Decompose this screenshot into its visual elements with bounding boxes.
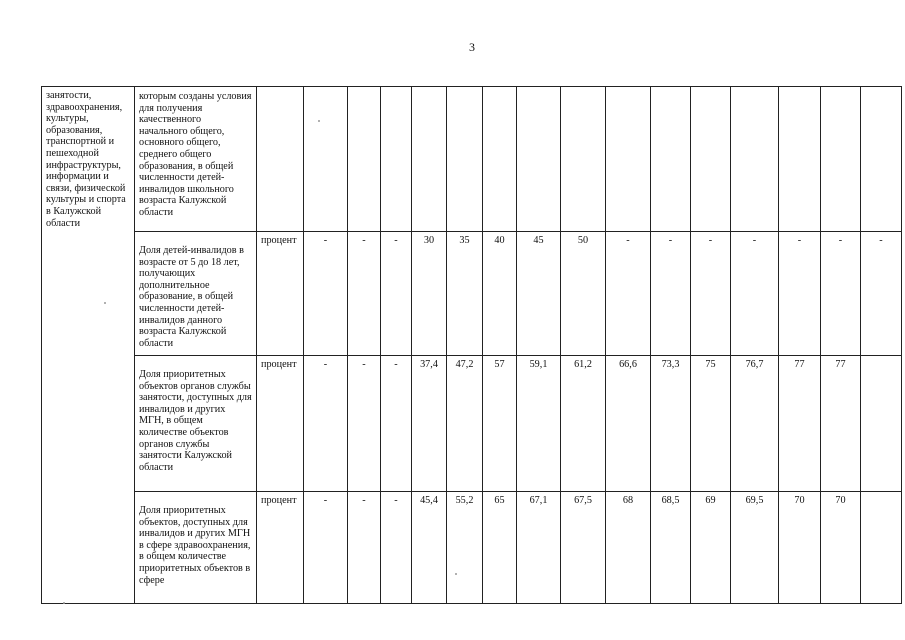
unit-cell: процент	[257, 492, 304, 604]
table-row	[42, 356, 902, 492]
value-cell: 76,7	[731, 356, 779, 492]
value-cell	[779, 87, 821, 232]
value-cell	[861, 356, 902, 492]
unit-cell	[257, 87, 304, 232]
value-cell: -	[821, 232, 861, 356]
value-cell: 61,2	[561, 356, 606, 492]
description-text: Доля приоритетных объектов органов службы занятости, доступных для инвалидов и других МГН, в общем количестве объектов органов службы занятости Калужской области	[139, 369, 252, 473]
value-cell: -	[304, 356, 348, 492]
value-cell	[861, 87, 902, 232]
sphere-cell	[42, 87, 135, 604]
value-cell: 45,4	[412, 492, 447, 604]
value-cell: -	[304, 232, 348, 356]
value-cell: 55,2	[447, 492, 483, 604]
value-cell: 73,3	[651, 356, 691, 492]
indicators-table	[41, 86, 902, 604]
description-text: которым созданы условия для получения качественного начального общего, основного общего, среднего общего образования, в общей численности детей-инвалидов школьного возраста Калужской области	[139, 91, 252, 218]
scan-speck	[318, 120, 320, 122]
description-text: Доля детей-инвалидов в возрасте от 5 до 18 лет, получающих дополнительное образование, в общей численности детей-инвалидов данного возраста Калужской области	[139, 245, 244, 349]
value-cell: 77	[821, 356, 861, 492]
value-cell: 68	[606, 492, 651, 604]
value-cell: 69	[691, 492, 731, 604]
value-cell: -	[348, 232, 381, 356]
value-cell	[651, 87, 691, 232]
value-cell	[483, 87, 517, 232]
sphere-text: занятости, здравоохранения, культуры, образования, транспортной и пешеходной инфраструктуры, информации и связи, физической культуры и спорта в Калужской области	[46, 90, 126, 229]
indicator-description	[135, 356, 257, 492]
table-row	[42, 492, 902, 604]
value-cell	[381, 87, 412, 232]
value-cell: 30	[412, 232, 447, 356]
value-cell	[691, 87, 731, 232]
indicator-description	[135, 232, 257, 356]
value-cell: 65	[483, 492, 517, 604]
value-cell	[517, 87, 561, 232]
value-cell: 40	[483, 232, 517, 356]
value-cell: -	[861, 232, 902, 356]
value-cell: 57	[483, 356, 517, 492]
value-cell: -	[651, 232, 691, 356]
value-cell: -	[779, 232, 821, 356]
value-cell	[606, 87, 651, 232]
scan-speck	[104, 302, 106, 304]
value-cell: 69,5	[731, 492, 779, 604]
description-text: Доля приоритетных объектов, доступных для инвалидов и других МГН в сфере здравоохранения, в общем количестве приоритетных объектов в сфере	[139, 505, 251, 586]
value-cell	[447, 87, 483, 232]
value-cell	[821, 87, 861, 232]
value-cell: -	[381, 232, 412, 356]
value-cell: -	[731, 232, 779, 356]
value-cell: 70	[821, 492, 861, 604]
value-cell: 45	[517, 232, 561, 356]
value-cell: -	[304, 492, 348, 604]
value-cell	[304, 87, 348, 232]
indicator-description	[135, 492, 257, 604]
value-cell: 66,6	[606, 356, 651, 492]
scan-speck	[63, 602, 65, 604]
value-cell: 75	[691, 356, 731, 492]
value-cell	[731, 87, 779, 232]
table-row	[42, 87, 902, 232]
value-cell: -	[381, 492, 412, 604]
value-cell	[561, 87, 606, 232]
value-cell: -	[606, 232, 651, 356]
indicator-description	[135, 87, 257, 232]
value-cell: 59,1	[517, 356, 561, 492]
page-number: 3	[469, 40, 475, 54]
table-row	[42, 232, 902, 356]
scan-speck	[455, 573, 457, 575]
value-cell: 77	[779, 356, 821, 492]
value-cell: 67,1	[517, 492, 561, 604]
unit-cell: процент	[257, 232, 304, 356]
value-cell: 50	[561, 232, 606, 356]
value-cell	[412, 87, 447, 232]
value-cell: 37,4	[412, 356, 447, 492]
value-cell	[861, 492, 902, 604]
value-cell: 70	[779, 492, 821, 604]
value-cell: 67,5	[561, 492, 606, 604]
value-cell	[348, 87, 381, 232]
value-cell: -	[348, 356, 381, 492]
value-cell: 68,5	[651, 492, 691, 604]
unit-cell: процент	[257, 356, 304, 492]
value-cell: 47,2	[447, 356, 483, 492]
value-cell: -	[381, 356, 412, 492]
value-cell: -	[348, 492, 381, 604]
value-cell: -	[691, 232, 731, 356]
value-cell: 35	[447, 232, 483, 356]
